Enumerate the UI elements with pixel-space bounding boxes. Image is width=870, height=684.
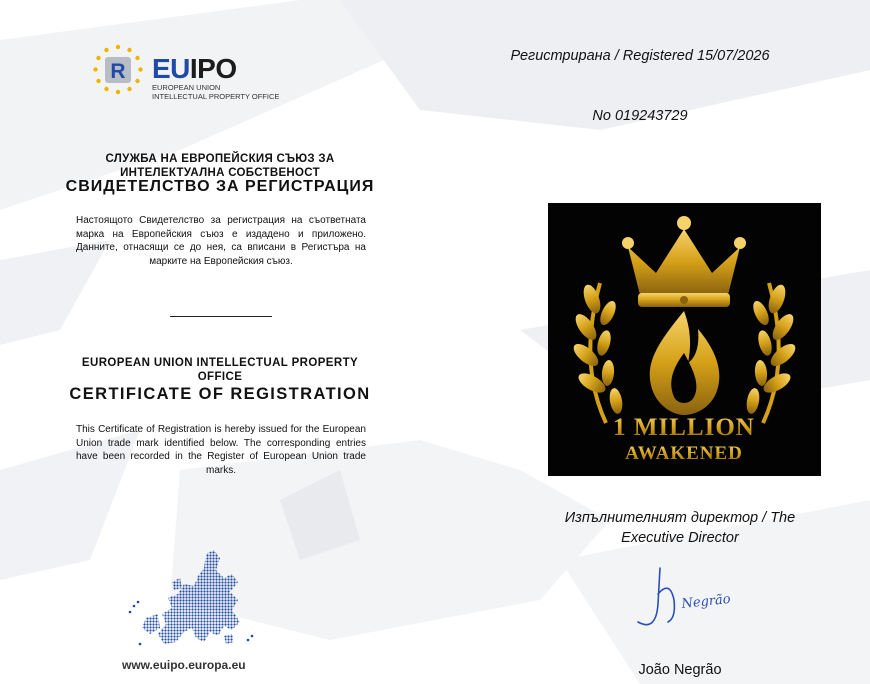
crown-icon: [622, 216, 746, 307]
logo-subtitle: EUROPEAN UNION INTELLECTUAL PROPERTY OFFICE: [152, 83, 280, 101]
bg-certificate-title: СВИДЕТЕЛСТВО ЗА РЕГИСТРАЦИЯ: [65, 178, 375, 195]
en-certificate-title: CERTIFICATE OF REGISTRATION: [69, 385, 371, 403]
svg-text:Negrão: Negrão: [680, 591, 732, 612]
registration-date: Регистрирана / Registered 15/07/2026: [510, 48, 770, 64]
euipo-website: www.euipo.europa.eu: [122, 658, 246, 672]
registration-number: No 019243729: [592, 108, 688, 124]
bg-office-name: СЛУЖБА НА ЕВРОПЕЙСКИЯ СЪЮЗ ЗА ИНТЕЛЕКТУАЛНА СОБСТВЕНОСТ: [105, 153, 335, 179]
en-office-name: EUROPEAN UNION INTELLECTUAL PROPERTY OFFICE: [81, 357, 359, 383]
mark-text-line2: AWAKENED: [625, 443, 743, 464]
euipo-wordmark: EUIPO: [152, 53, 237, 84]
en-certificate-body: This Certificate of Registration is hereby issued for the European Union trade mark identified below. The corresponding entries have been recorded in the Register of European Union trade marks.: [76, 424, 366, 476]
euipo-logo: [90, 42, 300, 101]
executive-director-name: João Negrão: [638, 662, 722, 678]
section-divider: [170, 316, 272, 317]
laurel-left-icon: [570, 283, 624, 423]
svg-text:R: R: [110, 60, 126, 83]
trade-mark-image: [548, 203, 821, 476]
executive-director-title: Изпълнителният директор / The Executive Director: [564, 510, 796, 546]
flame-icon: [650, 311, 720, 415]
bg-certificate-body: Настоящото Свидетелство за регистрация на съответната марка на Европейския съюз е издадено и приложено. Данните, отнасящи се до нея, са вписани в Регистъра на марките на Европейския съюз.: [76, 215, 366, 267]
euipo-emblem-icon: [90, 42, 146, 98]
director-signature: [622, 560, 762, 640]
eu-map-icon: [128, 548, 260, 650]
laurel-right-icon: [745, 283, 799, 423]
mark-text-line1: 1 MILLION: [613, 414, 755, 441]
